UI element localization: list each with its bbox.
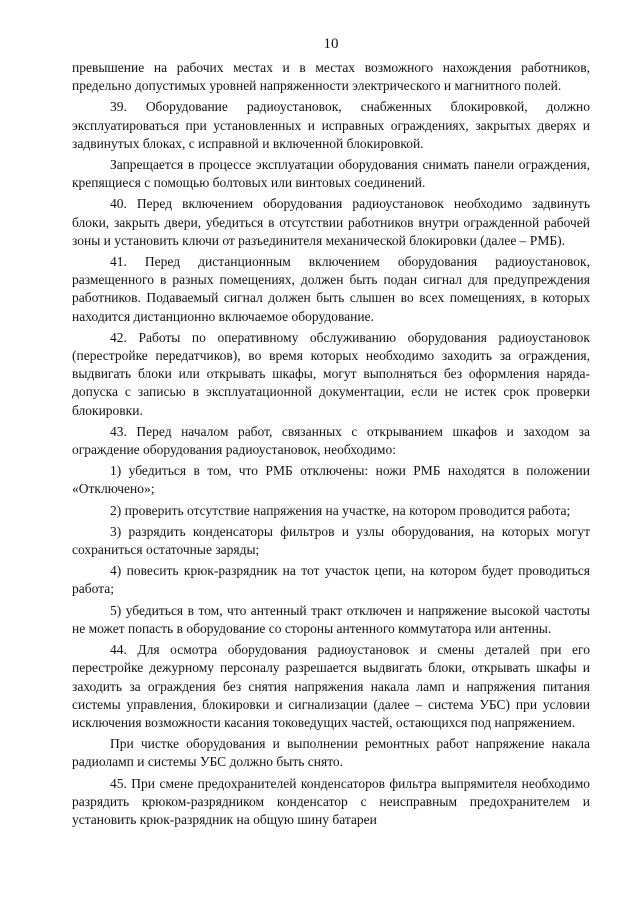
list-item-1: 1) убедиться в том, что РМБ отключены: ножи РМБ находятся в положении «Отключено»; [72,463,590,497]
paragraph-45: 45. При смене предохранителей конденсаторов фильтра выпрямителя необходимо разрядить крюком-разрядником конденсатор с неисправным предохранителем и установить крюк-разрядник на общую шину батареи [72,775,590,827]
list-item-5: 5) убедиться в том, что антенный тракт отключен и напряжение высокой частоты не может попасть в оборудование со стороны антенного коммутатора или антенны. [72,602,590,636]
document-body [72,59,590,829]
paragraph-continuation: превышение на рабочих местах и в местах возможного нахождения работников, предельно допустимых уровней напряженности электрического и магнитного полей. [72,60,590,94]
paragraph-41: 41. Перед дистанционным включением оборудования радиоустановок, размещенного в разных помещениях, должен быть подан сигнал для предупреждения работников. Подаваемый сигнал должен быть слышен во всех помещениях, в которых находится дистанционно включаемое оборудование. [72,254,590,324]
paragraph-44: 44. Для осмотра оборудования радиоустановок и смены деталей при его перестройке дежурному персоналу разрешается выдвигать блоки, открывать шкафы и заходить за ограждения без снятия напряжения накала ламп и напряжения питания системы управления, блокировки и сигнализации (далее – система УБС) при условии исключения возможности касания токоведущих частей, остающихся под напряжением. [72,642,590,730]
paragraph-44-note: При чистке оборудования и выполнении ремонтных работ напряжение накала радиоламп и системы УБС должно быть снято. [72,736,590,770]
paragraph-39: 39. Оборудование радиоустановок, снабженных блокировкой, должно эксплуатироваться при установленных и исправных ограждениях, закрытых дверях и задвинутых блоках, с исправной и включенной блокировкой. [72,99,590,151]
paragraph-43: 43. Перед началом работ, связанных с открыванием шкафов и заходом за ограждение оборудования радиоустановок, необходимо: [72,423,590,458]
paragraph-42: 42. Работы по оперативному обслуживанию оборудования радиоустановок (перестройке передатчиков), во время которых необходимо заходить за ограждения, выдвигать блоки или открывать шкафы, могут выполняться без оформления наряда-допуска с записью в эксплуатационной документации, если не истек срок проверки блокировки. [72,329,590,418]
paragraph-40: 40. Перед включением оборудования радиоустановок необходимо задвинуть блоки, закрыть двери, убедиться в отсутствии работников внутри огражденной рабочей зоны и установить ключи от разъединителя механической блокировки (далее – РМБ). [72,196,590,248]
page-number: 10 [323,36,339,52]
list-item-2: 2) проверить отсутствие напряжения на участке, на котором проводится работа; [110,502,571,518]
list-item-4: 4) повесить крюк-разрядник на тот участок цепи, на котором будет проводиться работа; [72,563,590,597]
list-item-3: 3) разрядить конденсаторы фильтров и узлы оборудования, на которых могут сохраниться остаточные заряды; [72,523,590,558]
paragraph-39-note: Запрещается в процессе эксплуатации оборудования снимать панели ограждения, крепящиеся с помощью болтовых или винтовых соединений. [72,157,590,191]
